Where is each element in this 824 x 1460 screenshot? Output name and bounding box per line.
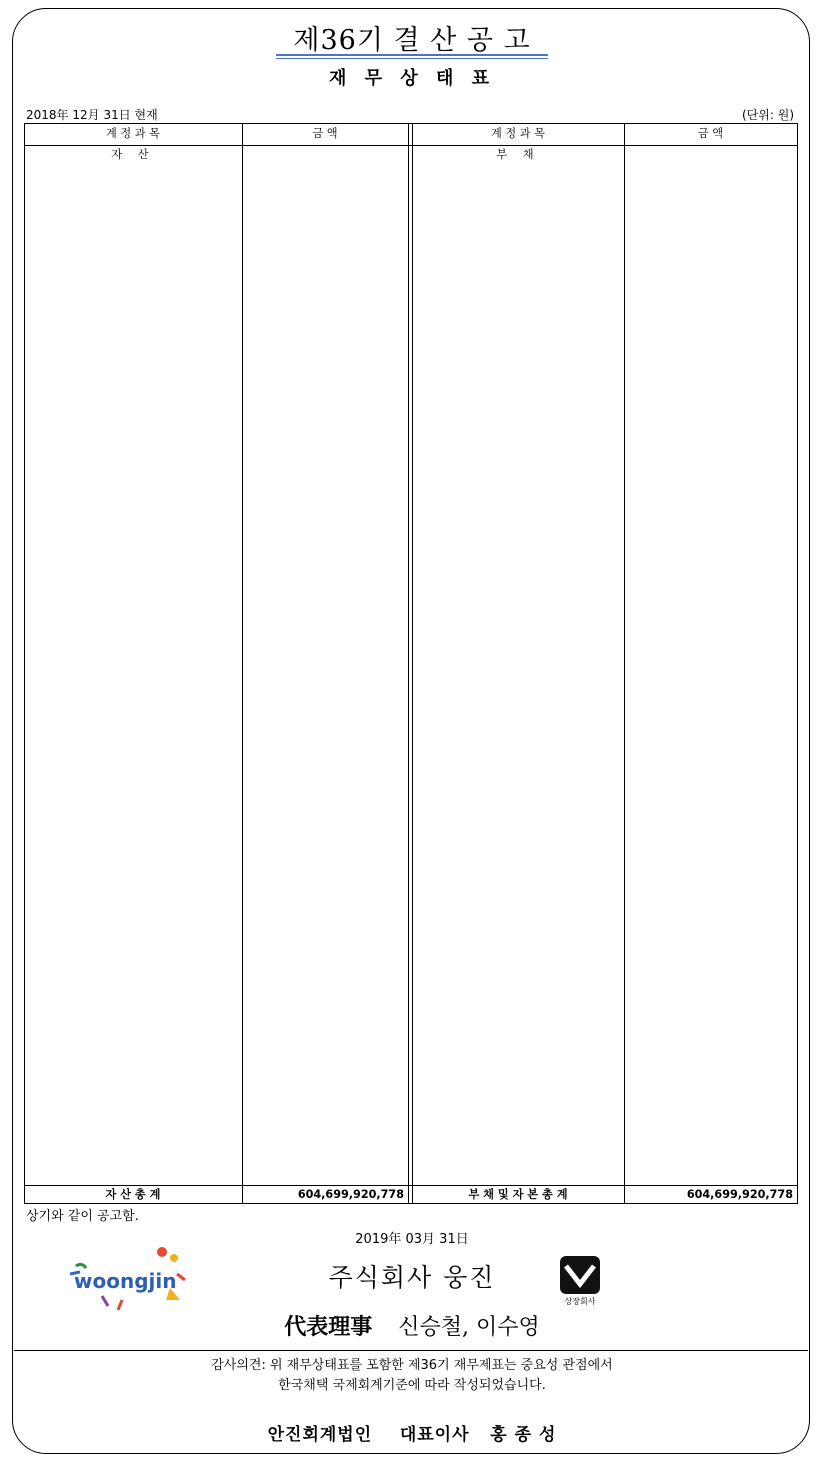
unit-label: (단위: 원) — [742, 108, 794, 122]
header-account-left: 계 정 과 목 — [106, 127, 160, 140]
section-assets: 자 산 — [111, 148, 155, 161]
seal-icon — [556, 1254, 604, 1306]
col-divider — [408, 123, 409, 1203]
balance-sheet-table — [24, 123, 798, 1203]
table-border-bottom — [24, 1203, 798, 1204]
total-liab-equity-value: 604,699,920,778 — [686, 1188, 793, 1201]
header-account-right: 계 정 과 목 — [491, 127, 545, 140]
total-liab-equity-label: 부 채 및 자 본 총 계 — [468, 1188, 568, 1201]
ceo-names: 신승철, 이수영 — [398, 1315, 540, 1340]
table-border-right — [797, 123, 798, 1203]
statement-title: 재 무 상 태 표 — [328, 68, 495, 89]
announcement-date: 2019年 03月 31日 — [355, 1232, 469, 1247]
col-divider — [624, 123, 625, 1203]
section-liabilities: 부 채 — [496, 148, 540, 161]
audit-opinion — [0, 1356, 824, 1396]
header-divider — [24, 145, 798, 146]
header-amount-right: 금 액 — [697, 127, 724, 140]
svg-text:woongjin: woongjin — [74, 1269, 177, 1293]
notice-text: 상기와 같이 공고함. — [26, 1209, 139, 1224]
title-underline — [276, 54, 548, 56]
table-border-left — [24, 123, 25, 1203]
ceo-title: 代表理事 — [284, 1314, 373, 1340]
as-of-date: 2018年 12月 31日 현재 — [26, 108, 158, 122]
col-divider — [242, 123, 243, 1203]
audit-line-2: 한국채택 국제회계기준에 따라 작성되었습니다. — [278, 1378, 546, 1393]
total-assets-value: 604,699,920,778 — [297, 1188, 404, 1201]
footer-divider — [14, 1350, 808, 1351]
listed-company-seal — [556, 1254, 604, 1306]
company-name: 주식회사 웅진 — [328, 1263, 496, 1292]
svg-text:상장회사: 상장회사 — [564, 1297, 596, 1306]
col-divider — [412, 123, 413, 1203]
title-underline-thin — [276, 58, 548, 59]
page-title: 제36기 결 산 공 고 — [293, 25, 531, 56]
totals-divider — [24, 1185, 798, 1186]
audit-line-1: 감사의견: 위 재무상태표를 포함한 제36기 재무제표는 중요성 관점에서 — [211, 1358, 613, 1373]
header-amount-left: 금 액 — [312, 127, 338, 140]
ceo-line — [0, 1310, 824, 1341]
total-assets-label: 자 산 총 계 — [105, 1188, 161, 1201]
auditor-signature: 안진회계법인 대표이사 홍 종 성 — [267, 1425, 557, 1445]
